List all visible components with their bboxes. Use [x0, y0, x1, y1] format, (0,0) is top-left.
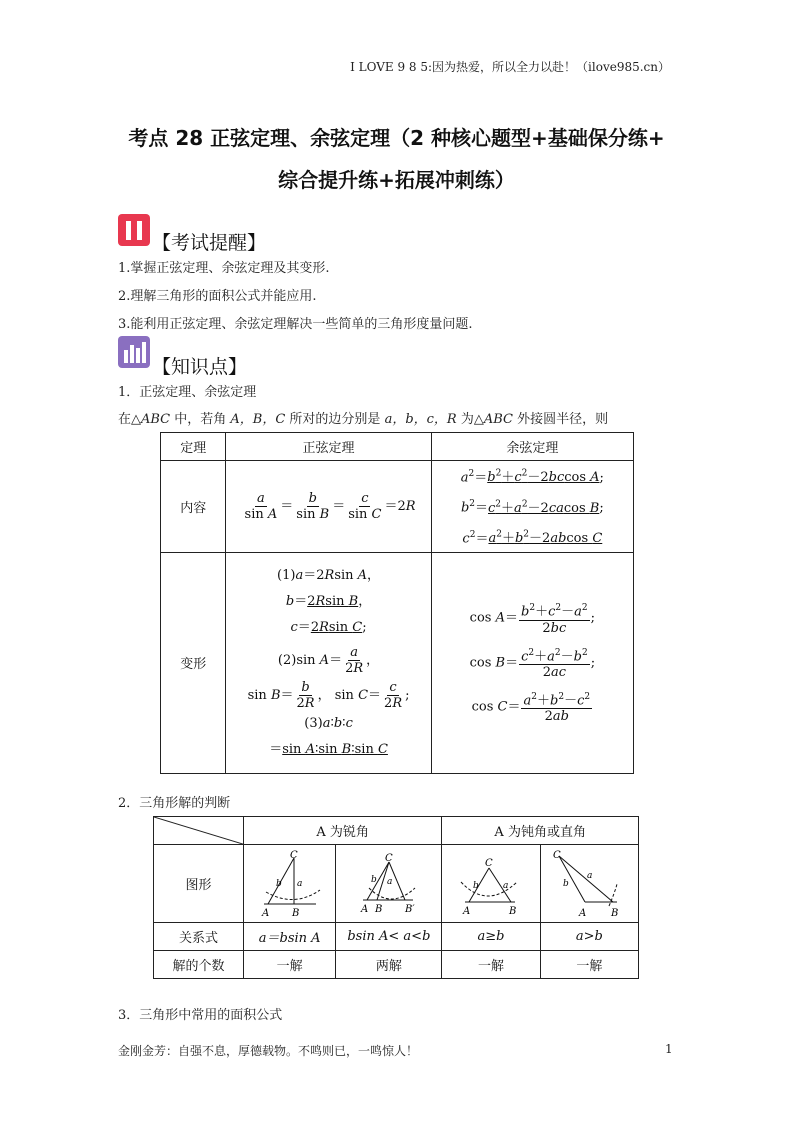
obtuse-header: A 为钝角或直角	[442, 817, 639, 845]
reminder-item-3: 3.能利用正弦定理、余弦定理解决一些简单的三角形度量问题.	[118, 317, 473, 332]
svg-text:B: B	[611, 907, 619, 919]
svg-text:a: a	[386, 876, 393, 887]
relation-cell: a＝bsin A	[243, 923, 336, 951]
page-title-line1: 考点 28 正弦定理、余弦定理（2 种核心题型+基础保分练+	[128, 126, 665, 150]
count-cell: 两解	[336, 951, 442, 979]
sine-law-variants: (1)a＝2Rsin A， b＝2Rsin B， c＝2Rsin C; (2)sin A＝ $\frac{a}{2R}$ ， sin B＝ $\frac{b}{2R}$ ， sin C＝ $\frac{c}{2R}$ ; (3)a∶b∶c ＝sin A∶sin B∶sin C	[226, 552, 431, 773]
svg-text:b: b	[563, 878, 570, 889]
svg-text:B: B	[374, 903, 383, 915]
figure-one-solution-ageb	[442, 845, 540, 923]
row-label: 关系式	[154, 923, 244, 951]
row-label: 变形	[161, 552, 226, 773]
svg-text:A: A	[579, 907, 587, 919]
section-title-reminder: 【考试提醒】	[152, 232, 267, 254]
page-number: 1	[665, 1042, 673, 1056]
figure-one-solution-acute	[243, 845, 336, 923]
svg-text:A: A	[261, 907, 269, 919]
point-3-heading: 3．三角形中常用的面积公式	[118, 1008, 283, 1023]
figure-two-solutions	[336, 845, 442, 923]
cosine-law-variants: cos A＝ $\frac{b^2+c^2-a^2}{2bc}$ ; cos B＝ $\frac{c^2+a^2-b^2}{2ac}$ ; cos C＝ $\frac{a^2+b^2-c^2}{2ab}$	[431, 552, 633, 773]
table-header: 定理	[161, 433, 226, 461]
point-2-heading: 2．三角形解的判断	[118, 796, 231, 811]
section-title-knowledge: 【知识点】	[152, 356, 248, 378]
cosine-law-content: $a^2=b^2+c^2-2bccos$ A; $b^2=c^2+a^2-2cacos$ B; $c^2=a^2+b^2-2abcos$ C	[431, 461, 633, 553]
row-label: 图形	[154, 845, 244, 923]
book-icon	[118, 214, 150, 246]
svg-text:C: C	[289, 849, 298, 861]
acute-header: A 为锐角	[243, 817, 441, 845]
svg-text:b: b	[473, 880, 479, 891]
count-cell: 一解	[540, 951, 638, 979]
table-header: 正弦定理	[226, 433, 431, 461]
sine-law-content: $\frac{a}{\text{sin A}}$ ＝ $\frac{b}{\text{sin B}}$ ＝ $\frac{c}{\text{sin C}}$ ＝2R	[226, 461, 431, 553]
svg-text:A: A	[360, 903, 369, 915]
svg-text:C: C	[485, 857, 493, 869]
relation-cell: a≥b	[442, 923, 540, 951]
relation-cell: a>b	[540, 923, 638, 951]
bar-chart-icon	[118, 336, 150, 368]
svg-text:a: a	[296, 878, 303, 889]
count-cell: 一解	[243, 951, 336, 979]
footer-motto: 金刚金芳：自强不息，厚德载物。不鸣则已，一鸣惊人！	[118, 1044, 419, 1058]
solution-count-table	[153, 816, 639, 979]
point-1-intro: 在△ABC 中，若角 A，B，C 所对的边分别是 a，b，c，R 为△ABC 外接圆半径，则	[118, 412, 609, 427]
svg-text:C: C	[384, 852, 393, 864]
svg-text:B: B	[509, 905, 517, 917]
table-header: 余弦定理	[431, 433, 633, 461]
svg-text:b: b	[275, 878, 282, 889]
point-1-heading: 1．正弦定理、余弦定理	[118, 385, 257, 400]
page-title-line2: 综合提升练+拓展冲刺练）	[278, 168, 515, 192]
svg-text:B′: B′	[404, 903, 415, 915]
row-label: 内容	[161, 461, 226, 553]
row-label: 解的个数	[154, 951, 244, 979]
diagonal-header-cell	[154, 817, 244, 845]
figure-one-solution-obtuse	[540, 845, 638, 923]
svg-text:C: C	[553, 849, 561, 861]
svg-text:b: b	[370, 874, 377, 885]
svg-text:B: B	[291, 907, 299, 919]
svg-text:A: A	[463, 905, 471, 917]
theorem-table	[160, 432, 634, 774]
svg-text:a: a	[503, 880, 509, 891]
relation-cell: bsin A< a<b	[336, 923, 442, 951]
svg-text:a: a	[587, 870, 593, 881]
page-header: I LOVE 9 8 5:因为热爱，所以全力以赴！（ilove985.cn）	[350, 60, 670, 74]
reminder-item-2: 2.理解三角形的面积公式并能应用.	[118, 289, 317, 304]
reminder-item-1: 1.掌握正弦定理、余弦定理及其变形.	[118, 261, 330, 276]
count-cell: 一解	[442, 951, 540, 979]
